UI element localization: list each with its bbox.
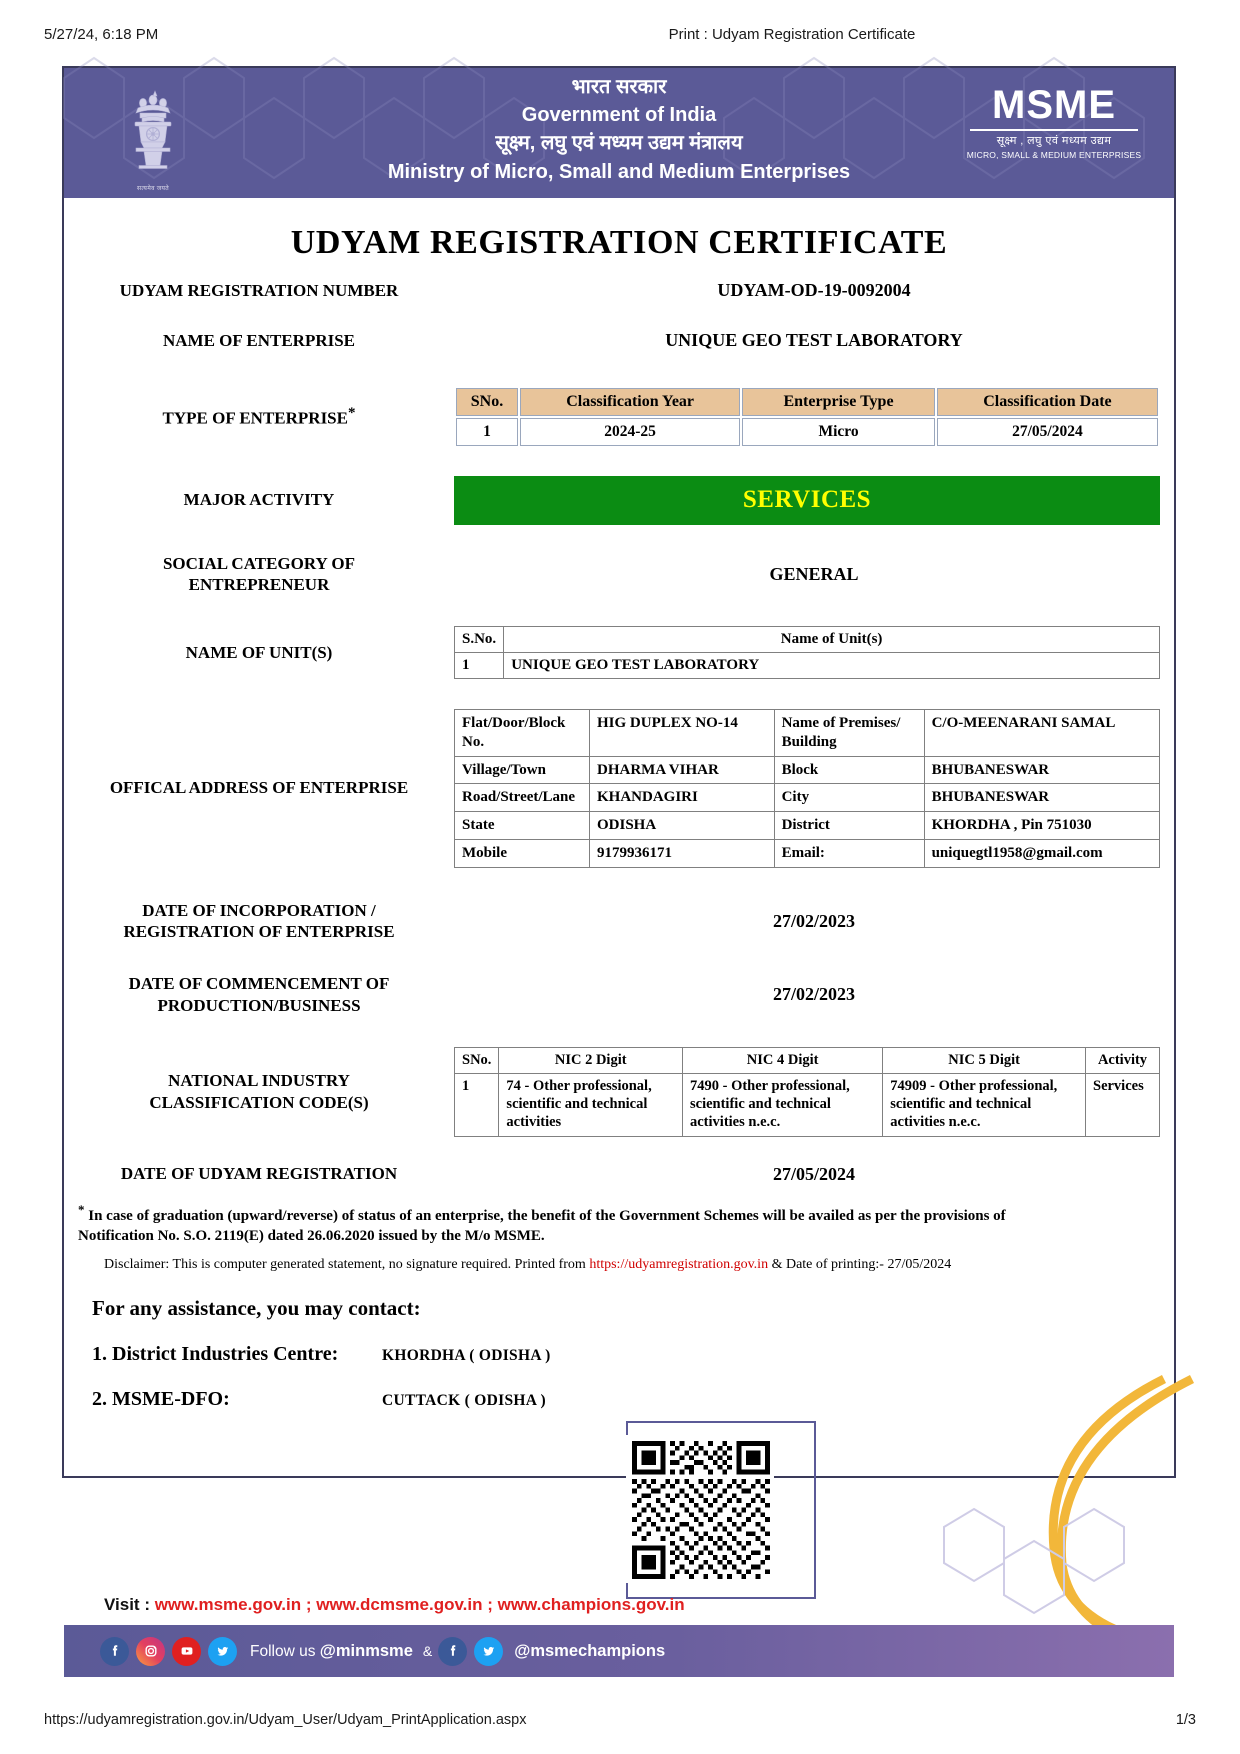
- col-sno: SNo.: [456, 388, 518, 416]
- field-row-date-udyam-registration: [64, 1163, 1174, 1185]
- cell-enterprise-type: Micro: [742, 418, 935, 446]
- table-row: [455, 756, 1160, 784]
- footnote-line2: Notification No. S.O. 2119(E) dated 26.06.2020 issued by the M/o MSME.: [78, 1228, 545, 1245]
- cell-address-value-village: DHARMA VIHAR: [590, 756, 775, 784]
- msme-subtitle-english: MICRO, SMALL & MEDIUM ENTERPRISES: [966, 150, 1142, 161]
- udyam-certificate: [62, 66, 1176, 1660]
- social-media-band: [64, 1625, 1174, 1677]
- visit-websites-line: [104, 1595, 685, 1615]
- cell-address-value-mobile: 9179936171: [590, 839, 775, 867]
- major-activity-banner: SERVICES: [454, 476, 1160, 525]
- enterprise-name-label: NAME OF ENTERPRISE: [162, 330, 356, 350]
- msme-logo-divider: [970, 129, 1138, 131]
- facebook-icon[interactable]: [100, 1637, 129, 1666]
- cell-address-key-mobile: Mobile: [455, 839, 590, 867]
- cell-sno: 1: [456, 418, 518, 446]
- date-incorporation-label-line1: DATE OF INCORPORATION /: [142, 900, 376, 920]
- col-nic-5-digit: NIC 5 Digit: [883, 1047, 1086, 1074]
- unit-table-wrap: [454, 626, 1174, 679]
- table-row: [455, 1074, 1160, 1137]
- cell-address-key-village: Village/Town: [455, 756, 590, 784]
- cell-address-key-city: City: [774, 784, 924, 812]
- cell-address-value-block: BHUBANESWAR: [924, 756, 1159, 784]
- nic-codes-label-line1: NATIONAL INDUSTRY: [168, 1071, 350, 1091]
- unit-names-label: NAME OF UNIT(S): [185, 642, 333, 662]
- cell-classification-date: 27/05/2024: [937, 418, 1158, 446]
- gov-title-hindi: भारत सरकार: [571, 76, 667, 98]
- date-commencement-label-line1: DATE OF COMMENCEMENT OF: [128, 974, 390, 993]
- assistance-dfo-value: CUTTACK ( ODISHA ): [382, 1392, 547, 1410]
- cell-address-key-block: Block: [774, 756, 924, 784]
- cell-address-value-flat: HIG DUPLEX NO-14: [590, 710, 775, 757]
- table-row: [455, 839, 1160, 867]
- table-header-row: [456, 388, 1158, 416]
- address-table-wrap: [454, 709, 1174, 868]
- assistance-dfo-title: 2. MSME-DFO:: [92, 1388, 230, 1411]
- ampersand-separator: &: [422, 1643, 433, 1660]
- enterprise-type-label-text: TYPE OF ENTERPRISE: [162, 408, 348, 428]
- instagram-icon[interactable]: [136, 1637, 165, 1666]
- browser-print-footer: [0, 1712, 1240, 1728]
- assistance-dic-title: 1. District Industries Centre:: [92, 1343, 339, 1366]
- table-row: [455, 784, 1160, 812]
- enterprise-type-label: [64, 404, 454, 429]
- major-activity-label: MAJOR ACTIVITY: [183, 490, 335, 510]
- table-row: [455, 710, 1160, 757]
- table-row: [456, 418, 1158, 446]
- msme-wordmark: MSME: [992, 83, 1116, 127]
- col-enterprise-type: Enterprise Type: [742, 388, 935, 416]
- urn-value: UDYAM-OD-19-0092004: [717, 280, 911, 300]
- date-udyam-registration-value: 27/05/2024: [772, 1163, 855, 1184]
- cell-address-key-premises: Name of Premises/ Building: [774, 710, 924, 757]
- visit-prefix: Visit :: [104, 1595, 155, 1615]
- cell-nic-activity: Services: [1086, 1074, 1160, 1137]
- social-category-label-line2: ENTREPRENEUR: [188, 575, 330, 595]
- cell-nic-sno: 1: [455, 1074, 499, 1137]
- table-header-row: [455, 627, 1160, 653]
- date-incorporation-label: [64, 900, 454, 944]
- assistance-dic-value: KHORDHA ( ODISHA ): [382, 1347, 551, 1365]
- cell-address-value-district: KHORDHA , Pin 751030: [924, 812, 1159, 840]
- classification-table-wrap: [454, 386, 1174, 448]
- certificate-bottom-zone: [64, 1425, 1174, 1677]
- youtube-icon[interactable]: [172, 1637, 201, 1666]
- cell-nic-2-digit: 74 - Other professional, scientific and technical activities: [499, 1074, 683, 1137]
- handle-msmechampions[interactable]: @msmechampions: [514, 1641, 666, 1660]
- decorative-swoosh: [914, 1389, 1214, 1619]
- cell-address-value-premises: C/O-MEENARANI SAMAL: [924, 710, 1159, 757]
- field-row-major-activity: [64, 476, 1174, 525]
- assistance-item-dfo: [92, 1388, 1174, 1411]
- nic-table: [454, 1047, 1160, 1138]
- field-row-nic-codes: [64, 1047, 1174, 1138]
- government-header-band: [64, 68, 1174, 198]
- address-table: [454, 709, 1160, 868]
- field-row-enterprise-type: [64, 386, 1174, 448]
- print-page-number: 1/3: [1175, 1712, 1196, 1728]
- col-nic-sno: SNo.: [455, 1047, 499, 1074]
- page-title: UDYAM REGISTRATION CERTIFICATE: [290, 224, 948, 261]
- urn-label: UDYAM REGISTRATION NUMBER: [119, 281, 399, 300]
- twitter-icon-secondary[interactable]: [474, 1637, 503, 1666]
- gov-title-english: Government of India: [521, 104, 717, 126]
- print-timestamp: 5/27/24, 6:18 PM: [44, 26, 159, 43]
- date-commencement-label: [64, 973, 454, 1017]
- field-row-official-address: [64, 709, 1174, 868]
- col-nic-4-digit: NIC 4 Digit: [683, 1047, 883, 1074]
- assistance-heading: For any assistance, you may contact:: [92, 1296, 421, 1321]
- social-category-label-line1: SOCIAL CATEGORY OF: [162, 553, 356, 573]
- cell-address-value-road: KHANDAGIRI: [590, 784, 775, 812]
- print-document-title: Print : Udyam Registration Certificate: [668, 26, 916, 43]
- field-row-enterprise-name: [64, 330, 1174, 352]
- emblem-motto: सत्यमेव जयते: [137, 186, 169, 192]
- footnote-line1: In case of graduation (upward/reverse) of status of an enterprise, the benefit of the Government Schemes will be availed as per the provisions of: [88, 1208, 1006, 1225]
- table-row: [455, 812, 1160, 840]
- field-row-unit-names: [64, 626, 1174, 679]
- enterprise-type-asterisk: *: [347, 404, 356, 421]
- print-source-url: https://udyamregistration.gov.in/Udyam_User/Udyam_PrintApplication.aspx: [44, 1712, 527, 1728]
- col-nic-activity: Activity: [1086, 1047, 1160, 1074]
- cell-address-key-flat: Flat/Door/Block No.: [455, 710, 590, 757]
- date-commencement-value: 27/02/2023: [772, 984, 855, 1005]
- table-header-row: [455, 1047, 1160, 1074]
- col-unit-name: Name of Unit(s): [504, 627, 1160, 653]
- date-commencement-label-line2: PRODUCTION/BUSINESS: [157, 995, 361, 1015]
- msme-subtitle-hindi: सूक्ष्म , लघु एवं मध्यम उद्यम: [996, 135, 1112, 147]
- unit-table: [454, 626, 1160, 679]
- qr-code[interactable]: [626, 1435, 774, 1583]
- enterprise-name-value: UNIQUE GEO TEST LABORATORY: [665, 329, 963, 350]
- cell-address-key-state: State: [455, 812, 590, 840]
- field-row-urn: [64, 280, 1174, 302]
- classification-table: [454, 386, 1160, 448]
- assistance-item-dic: [92, 1343, 1174, 1366]
- cell-address-value-email: uniquegtl1958@gmail.com: [924, 839, 1159, 867]
- nic-codes-label: [64, 1070, 454, 1114]
- twitter-icon[interactable]: [208, 1637, 237, 1666]
- disclaimer-link[interactable]: https://udyamregistration.gov.in: [589, 1257, 769, 1272]
- cell-unit-sno: 1: [455, 653, 504, 679]
- col-unit-sno: S.No.: [455, 627, 504, 653]
- cell-address-key-email: Email:: [774, 839, 924, 867]
- cell-address-key-district: District: [774, 812, 924, 840]
- disclaimer-suffix: & Date of printing:- 27/05/2024: [768, 1257, 952, 1272]
- handle-minmsme[interactable]: @minmsme: [319, 1641, 413, 1660]
- msme-logo: [964, 83, 1144, 161]
- ministry-title-english: Ministry of Micro, Small and Medium Enterprises: [387, 161, 851, 183]
- field-row-date-commencement: [64, 973, 1174, 1017]
- cell-address-key-road: Road/Street/Lane: [455, 784, 590, 812]
- cell-address-value-state: ODISHA: [590, 812, 775, 840]
- table-row: [455, 653, 1160, 679]
- follow-us-text: [250, 1642, 413, 1661]
- col-nic-2-digit: NIC 2 Digit: [499, 1047, 683, 1074]
- date-udyam-registration-label: DATE OF UDYAM REGISTRATION: [120, 1164, 398, 1184]
- facebook-icon-secondary[interactable]: [438, 1637, 467, 1666]
- graduation-footnote: [78, 1201, 1156, 1247]
- disclaimer-prefix: Disclaimer: This is computer generated statement, no signature required. Printed from: [104, 1257, 590, 1272]
- follow-us-prefix: Follow us: [250, 1642, 320, 1660]
- date-incorporation-value: 27/02/2023: [772, 910, 855, 931]
- social-category-label: [64, 553, 454, 597]
- browser-print-header: [0, 26, 1240, 43]
- field-row-date-incorporation: [64, 900, 1174, 944]
- footnote-asterisk: *: [78, 1202, 85, 1218]
- col-classification-year: Classification Year: [520, 388, 740, 416]
- date-incorporation-label-line2: REGISTRATION OF ENTERPRISE: [123, 922, 395, 942]
- ministry-title-hindi: सूक्ष्म, लघु एवं मध्यम उद्यम मंत्रालय: [495, 132, 743, 154]
- col-classification-date: Classification Date: [937, 388, 1158, 416]
- disclaimer-text: [104, 1256, 1156, 1274]
- nic-codes-label-line2: CLASSIFICATION CODE(S): [149, 1092, 369, 1112]
- official-address-label: OFFICAL ADDRESS OF ENTERPRISE: [109, 778, 409, 798]
- social-category-value: GENERAL: [769, 563, 859, 584]
- cell-unit-name: UNIQUE GEO TEST LABORATORY: [504, 653, 1160, 679]
- cell-nic-4-digit: 7490 - Other professional, scientific and technical activities n.e.c.: [683, 1074, 883, 1137]
- cell-nic-5-digit: 74909 - Other professional, scientific and technical activities n.e.c.: [883, 1074, 1086, 1137]
- cell-address-value-city: BHUBANESWAR: [924, 784, 1159, 812]
- field-row-social-category: [64, 553, 1174, 597]
- nic-table-wrap: [454, 1047, 1174, 1138]
- visit-site-links[interactable]: www.msme.gov.in ; www.dcmsme.gov.in ; www.champions.gov.in: [154, 1595, 685, 1615]
- cell-classification-year: 2024-25: [520, 418, 740, 446]
